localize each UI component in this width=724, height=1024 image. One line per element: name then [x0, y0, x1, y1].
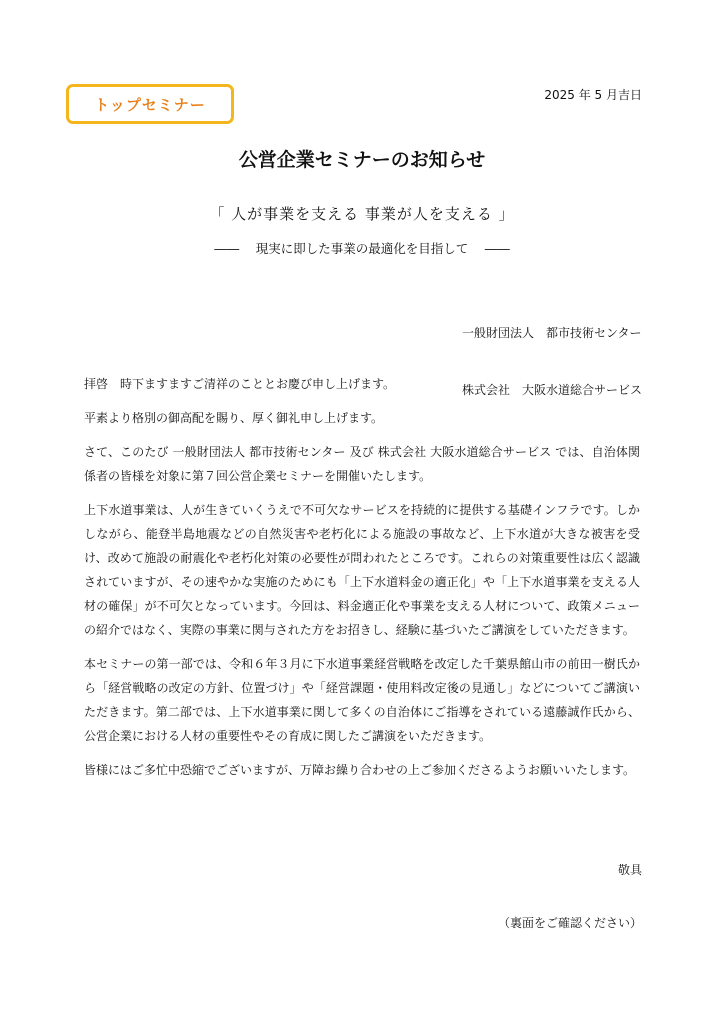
thanks-paragraph: 平素より格別の御高配を賜り、厚く御礼申し上げます。: [84, 411, 384, 425]
sub-slogan: ―― 現実に即した事業の最適化を目指して ――: [214, 241, 510, 256]
closing-word: 敬具: [617, 863, 642, 877]
greeting-paragraph: 拝啓 時下ますますご清祥のこととお慶び申し上げます。: [84, 377, 396, 391]
program-paragraph: 本セミナーの第一部では、令和６年３月に下水道事業経営戦略を改定した千葉県館山市の前田一樹氏から「経営戦略の改定の方針、位置づけ」や「経営課題・使用料改定後の見通し」などについてご講演いただきます。第二部では、上下水道事業に関して多くの自治体にご指導をされている遠藤誠作氏から、公営企業における人材の重要性やその育成に関したご講演をいただきます。: [84, 657, 640, 743]
background-paragraph: 上下水道事業は、人が生きていくうえで不可欠なサービスを持続的に提供する基礎インフラです。しかしながら、能登半島地震などの自然災害や老朽化による施設の事故など、上下水道が大きな被害を受け、改めて施設の耐震化や老朽化対策の必要性が問われたところです。これらの対策重要性は広く認識されていますが、その速やかな実施のためにも「上下水道料金の適正化」や「上下水道事業を支える人材の確保」が不可欠となっています。今回は、料金適正化や事業を支える人材について、政策メニューの紹介ではなく、実際の事業に関与された方をお招きし、経験に基づいたご講演をしていただきます。: [84, 503, 640, 637]
announcement-paragraph: さて、このたび 一般財団法人 都市技術センター 及び 株式会社 大阪水道総合サービス では、自治体関係者の皆様を対象に第７回公営企業セミナーを開催いたします。: [84, 445, 640, 483]
top-seminar-badge: トップセミナー: [66, 84, 234, 124]
main-slogan: 「 人が事業を支える 事業が人を支える 」: [209, 205, 515, 223]
issue-date: 2025 年 5 月吉日: [544, 88, 642, 102]
request-paragraph: 皆様にはご多忙中恐縮でございますが、万障お繰り合わせの上ご参加くださるようお願いいたします。: [84, 763, 636, 777]
see-reverse-note: （裏面をご確認ください）: [497, 916, 642, 930]
page-title: 公営企業セミナーのお知らせ: [238, 149, 486, 171]
organizer-name: 一般財団法人 都市技術センター: [461, 326, 642, 340]
organizer-name: 株式会社 大阪水道総合サービス: [461, 383, 642, 397]
letter-body: [84, 372, 640, 792]
